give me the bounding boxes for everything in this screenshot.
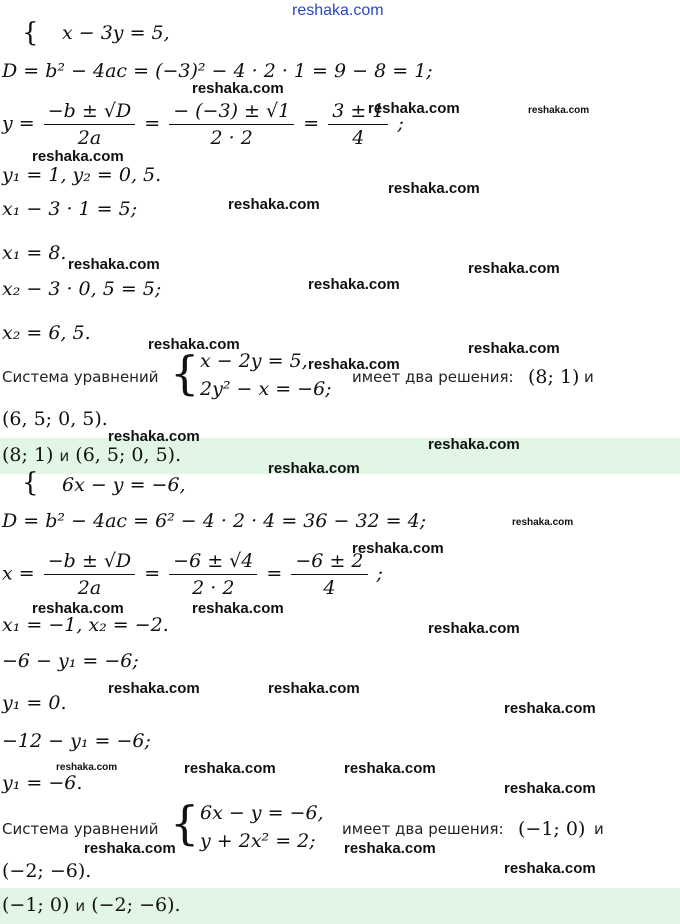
site-watermark: reshaka.com <box>268 680 360 697</box>
roots-x: x₁ = −1, x₂ = −2. <box>2 614 169 636</box>
site-watermark: reshaka.com <box>504 860 596 877</box>
x-formula-lhs: x = <box>2 562 35 585</box>
site-watermark: reshaka.com <box>148 336 240 353</box>
site-watermark: reshaka.com <box>108 428 200 445</box>
site-watermark: reshaka.com <box>504 780 596 797</box>
answer-1-and: и <box>59 447 70 465</box>
site-watermark: reshaka.com <box>352 540 444 557</box>
equals-sign: = <box>144 112 161 135</box>
y-fraction-1-num: −b ± √D <box>44 98 135 125</box>
x1-equation: x₁ − 3 · 1 = 5; <box>2 198 138 220</box>
discriminant-1: D = b² − 4ac = (−3)² − 4 · 2 · 1 = 9 − 8 = 1; <box>2 60 433 82</box>
answer-1a: (8; 1) <box>2 444 54 466</box>
answer-1 <box>2 444 181 466</box>
x1-value: x₁ = 8. <box>2 242 67 264</box>
discriminant-2: D = b² − 4ac = 6² − 4 · 2 · 4 = 36 − 32 = 4; <box>2 510 427 532</box>
solution-1b: (6, 5; 0, 5). <box>2 408 108 430</box>
system4-line-b: y + 2x² = 2; <box>200 830 316 852</box>
answer-1b: (6, 5; 0, 5). <box>75 444 182 466</box>
answer-2 <box>2 894 181 916</box>
equals-sign: = <box>266 562 283 585</box>
site-watermark: reshaka.com <box>512 517 574 528</box>
x2-equation: x₂ − 3 · 0, 5 = 5; <box>2 278 162 300</box>
site-watermark: reshaka.com <box>468 260 560 277</box>
y1-equation: −6 − y₁ = −6; <box>2 650 139 672</box>
system-brace-4: { <box>170 796 200 850</box>
y1-value: y₁ = 0. <box>2 692 67 714</box>
system-brace-3: { <box>22 468 39 498</box>
system4-line-a: 6x − y = −6, <box>200 802 324 824</box>
x-fraction-2 <box>169 548 257 601</box>
site-watermark: reshaka.com <box>184 760 276 777</box>
site-watermark-top: reshaka.com <box>292 2 384 19</box>
site-watermark: reshaka.com <box>428 436 520 453</box>
y2-value: y₁ = −6. <box>2 772 83 794</box>
system-brace-1: { <box>22 18 39 48</box>
y-fraction-1 <box>44 98 135 151</box>
roots-y: y₁ = 1, y₂ = 0, 5. <box>2 164 162 186</box>
has-two-solutions-2: имеет два решения: <box>342 820 504 838</box>
x-fraction-2-den: 2 · 2 <box>192 577 235 599</box>
site-watermark: reshaka.com <box>268 460 360 477</box>
solution-1a: (8; 1) <box>528 366 580 388</box>
y-fraction-1-den: 2a <box>77 127 102 149</box>
site-watermark: reshaka.com <box>68 256 160 273</box>
x-formula <box>2 548 383 601</box>
x-fraction-1-num: −b ± √D <box>44 548 135 575</box>
y-fraction-2-den: 2 · 2 <box>210 127 253 149</box>
system3-line1: 6x − y = −6, <box>62 474 186 496</box>
site-watermark: reshaka.com <box>228 196 320 213</box>
y-fraction-3-num: 3 ± 1 <box>328 98 388 125</box>
y-formula-lhs: y = <box>2 112 35 135</box>
site-watermark: reshaka.com <box>192 80 284 97</box>
x-fraction-1-den: 2a <box>77 577 102 599</box>
site-watermark: reshaka.com <box>388 180 480 197</box>
equals-sign: = <box>144 562 161 585</box>
solution-2a: (−1; 0) <box>518 818 586 840</box>
x-fraction-3-num: −6 ± 2 <box>291 548 367 575</box>
and-word-2: и <box>594 820 604 838</box>
site-watermark: reshaka.com <box>308 276 400 293</box>
semicolon: ; <box>397 112 404 135</box>
answer-2b: (−2; −6). <box>91 894 181 916</box>
site-watermark: reshaka.com <box>344 840 436 857</box>
semicolon: ; <box>376 562 383 585</box>
y-formula <box>2 98 404 151</box>
site-watermark: reshaka.com <box>344 760 436 777</box>
site-watermark: reshaka.com <box>84 840 176 857</box>
site-watermark: reshaka.com <box>32 148 124 165</box>
site-watermark: reshaka.com <box>528 105 590 116</box>
equals-sign: = <box>303 112 320 135</box>
answer-2a: (−1; 0) <box>2 894 70 916</box>
y-fraction-3-den: 4 <box>352 127 365 149</box>
system2-line-b: 2y² − x = −6; <box>200 378 332 400</box>
answer-2-and: и <box>75 897 86 915</box>
system2-line-a: x − 2y = 5, <box>200 350 308 372</box>
y2-equation: −12 − y₁ = −6; <box>2 730 151 752</box>
x-fraction-2-num: −6 ± √4 <box>169 548 257 575</box>
y-fraction-2 <box>169 98 294 151</box>
x2-value: x₂ = 6, 5. <box>2 322 91 344</box>
system-label-1: Система уравнений <box>2 368 159 386</box>
site-watermark: reshaka.com <box>32 600 124 617</box>
site-watermark: reshaka.com <box>56 762 118 773</box>
solution-2b: (−2; −6). <box>2 860 92 882</box>
site-watermark: reshaka.com <box>504 700 596 717</box>
has-two-solutions-1: имеет два решения: <box>352 368 514 386</box>
and-word-1: и <box>584 368 594 386</box>
site-watermark: reshaka.com <box>428 620 520 637</box>
x-fraction-1 <box>44 548 135 601</box>
y-fraction-2-num: − (−3) ± √1 <box>169 98 294 125</box>
site-watermark: reshaka.com <box>108 680 200 697</box>
site-watermark: reshaka.com <box>368 100 460 117</box>
system-brace-2: { <box>170 346 200 400</box>
x-fraction-3-den: 4 <box>323 577 336 599</box>
site-watermark: reshaka.com <box>308 356 400 373</box>
site-watermark: reshaka.com <box>192 600 284 617</box>
site-watermark: reshaka.com <box>468 340 560 357</box>
system1-line1: x − 3y = 5, <box>62 22 170 44</box>
system-label-2: Система уравнений <box>2 820 159 838</box>
